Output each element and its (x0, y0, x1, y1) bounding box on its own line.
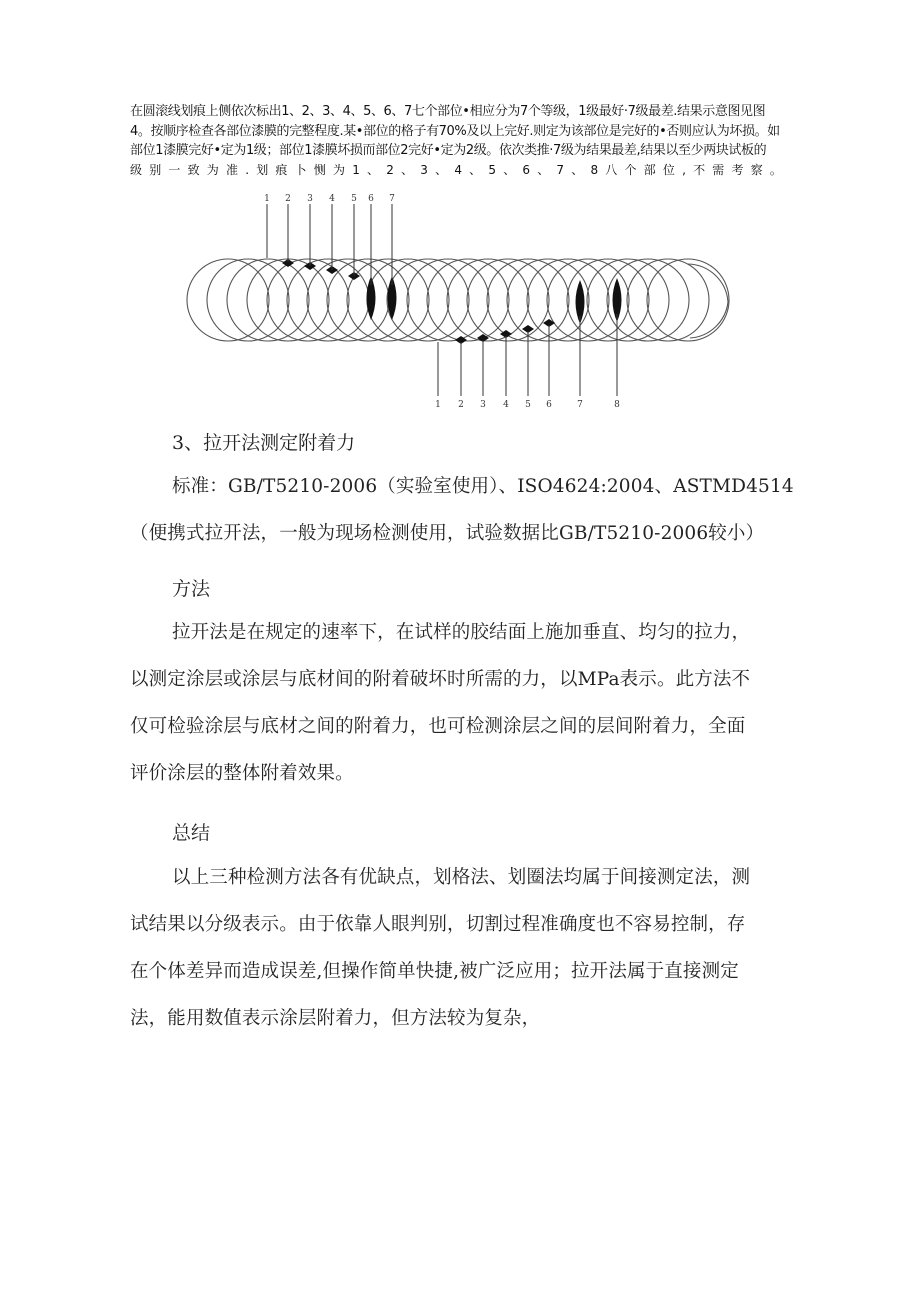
intro-line-2: 4。按顺序检查各部位漆膜的完整程度.某•部位的格子有70%及以上完好.则定为该部位是完好的•否则应认为坏损。如 (130, 123, 780, 139)
cycloid-loop (227, 259, 309, 341)
cycloid-loop (447, 259, 529, 341)
cycloid-loop (367, 259, 449, 341)
top-label-2: 2 (285, 194, 291, 204)
section-3-heading: 3、拉开法测定附着力 (172, 432, 356, 454)
bottom-label-4: 4 (503, 400, 509, 410)
method-line-3: 仅可检验涂层与底材之间的附着力，也可检测涂层之间的层间附着力，全面 (130, 716, 746, 737)
intro-line-3: 部位1漆膜完好•定为1级；部位1漆膜坏损而部位2完好•定为2级。依次类推·7级为结果最差,结果以至少两块试板的 (130, 143, 767, 158)
standard-line-1: 标准：GB/T5210-2006（实验室使用）、ISO4624:2004、ASTMD4514 (172, 476, 794, 497)
top-label-4: 4 (329, 194, 335, 204)
summary-paragraph (130, 854, 830, 1042)
cycloid-loop (247, 259, 329, 341)
leader-lines (267, 204, 617, 396)
cycloid-loop (307, 259, 389, 341)
intro-paragraph (130, 102, 798, 180)
summary-heading: 总结 (172, 822, 211, 844)
damage-marks (282, 259, 622, 344)
method-line-2: 以测定涂层或涂层与底材间的附着破坏时所需的力，以MPa表示。此方法不 (130, 669, 751, 690)
cycloid-loop (427, 259, 509, 341)
cycloid-loop (647, 259, 729, 341)
intro-line-4: 级别一致为准.划痕卜恻为1、2、3、4、5、6、7、8八个部位,不需考察。 (130, 162, 790, 177)
summary-line-3: 在个体差异而造成误差,但操作简单快捷,被广泛应用；拉开法属于直接测定 (130, 961, 739, 982)
summary-line-2: 试结果以分级表示。由于依靠人眼判别，切割过程准确度也不容易控制，存 (130, 914, 746, 935)
cycloid-loop (627, 259, 709, 341)
intro-line-1: 在圆滚线划痕上侧依次标出1、2、3、4、5、6、7七个部位•相应分为7个等级，1级最好·7级最差.结果示意图见图 (130, 104, 766, 119)
cycloid-loop (407, 259, 489, 341)
bottom-label-5: 5 (525, 400, 531, 410)
cycloid-loops (187, 259, 729, 341)
top-label-5: 5 (351, 194, 357, 204)
bottom-label-8: 8 (614, 400, 620, 410)
method-heading: 方法 (172, 578, 211, 600)
cycloid-loop (467, 259, 549, 341)
cycloid-loop (187, 259, 269, 341)
bottom-label-1: 1 (435, 400, 441, 410)
cycloid-scratch-figure (180, 190, 740, 410)
bottom-label-2: 2 (458, 400, 464, 410)
cycloid-loop (387, 259, 469, 341)
standard-line-2: （便携式拉开法，一般为现场检测使用，试验数据比GB/T5210-2006较小） (130, 523, 765, 544)
method-line-1: 拉开法是在规定的速率下，在试样的胶结面上施加垂直、均匀的拉力， (172, 622, 751, 643)
summary-line-4: 法，能用数值表示涂层附着力，但方法较为复杂， (130, 1008, 541, 1029)
cycloid-tail (688, 264, 728, 338)
bottom-label-6: 6 (546, 400, 552, 410)
cycloid-loop (267, 259, 349, 341)
method-paragraph (130, 609, 830, 797)
top-label-1: 1 (264, 194, 270, 204)
bottom-label-7: 7 (577, 400, 583, 410)
method-line-4: 评价涂层的整体附着效果。 (130, 763, 354, 784)
cycloid-loop (587, 259, 669, 341)
bottom-label-3: 3 (480, 400, 486, 410)
cycloid-loop (207, 259, 289, 341)
summary-line-1: 以上三种检测方法各有优缺点，划格法、划圈法均属于间接测定法，测 (172, 867, 751, 888)
top-label-6: 6 (368, 194, 374, 204)
cycloid-loop (527, 259, 609, 341)
top-label-3: 3 (307, 194, 313, 204)
top-label-7: 7 (389, 194, 395, 204)
standard-paragraph (130, 463, 830, 557)
